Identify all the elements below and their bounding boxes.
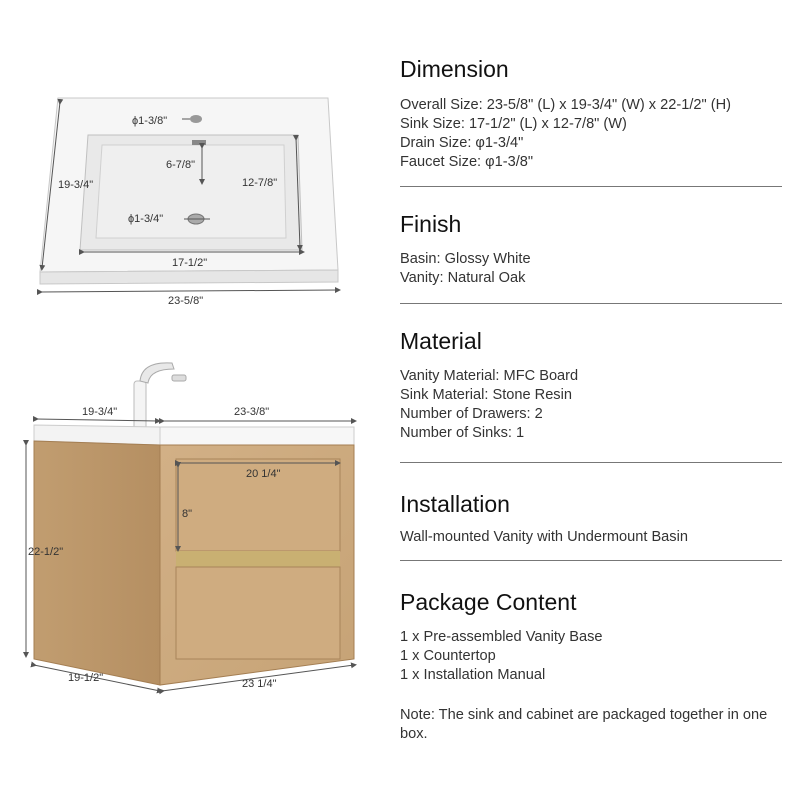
section-divider: [400, 303, 782, 304]
section-divider: [400, 462, 782, 463]
dimension-line: Faucet Size: φ1-3/8": [400, 154, 534, 170]
drain-label: ϕ1-3/4": [128, 213, 164, 225]
package-title: Package Content: [400, 589, 577, 615]
sink-top-diagram: [20, 80, 360, 400]
cabinet-side: [34, 441, 160, 685]
countertop-front-edge: [40, 270, 338, 284]
drawer-width-label: 20 1/4": [246, 468, 281, 480]
dimension-line: Drain Size: φ1-3/4": [400, 135, 524, 151]
bottom-width-label: 23 1/4": [242, 678, 277, 690]
cabinet-diagram: [10, 355, 390, 695]
top-width-label: 23-3/8": [234, 406, 270, 418]
material-title: Material: [400, 328, 482, 354]
section-divider: [400, 560, 782, 561]
finish-line: Vanity: Natural Oak: [400, 270, 526, 286]
top-depth-label: 19-3/4": [82, 406, 118, 418]
dimension-title: Dimension: [400, 56, 509, 82]
basin-width-label: 12-7/8": [242, 177, 278, 189]
basin-depth-label: 6-7/8": [166, 159, 195, 171]
height-label: 22-1/2": [28, 546, 64, 558]
lower-drawer: [176, 567, 340, 659]
package-line: 1 x Installation Manual: [400, 667, 546, 683]
material-line: Number of Sinks: 1: [400, 425, 525, 441]
section-divider: [400, 186, 782, 187]
material-line: Number of Drawers: 2: [400, 406, 543, 422]
faucet-hole: [190, 115, 202, 123]
material-line: Vanity Material: MFC Board: [400, 368, 579, 384]
package-note: Note: The sink and cabinet are packaged together in one box.: [400, 707, 768, 742]
finish-title: Finish: [400, 211, 462, 237]
countertop-front: [160, 427, 354, 445]
installation-title: Installation: [400, 491, 510, 517]
basin-length-label: 17-1/2": [172, 257, 208, 269]
material-line: Sink Material: Stone Resin: [400, 387, 572, 403]
overflow-slot: [192, 140, 206, 145]
package-line: 1 x Countertop: [400, 648, 496, 664]
dimension-line: Overall Size: 23-5/8" (L) x 19-3/4" (W) x 22-1/2" (H): [400, 97, 732, 113]
overall-length-label: 23-5/8": [168, 295, 204, 307]
depth-label: 19-3/4": [58, 179, 94, 191]
bottom-depth-label: 19-1/2": [68, 672, 104, 684]
finish-line: Basin: Glossy White: [400, 251, 531, 267]
installation-line: Wall-mounted Vanity with Undermount Basin: [400, 529, 688, 545]
package-line: 1 x Pre-assembled Vanity Base: [400, 629, 603, 645]
drawer-height-label: 8": [182, 508, 193, 520]
dimension-line: Sink Size: 17-1/2" (L) x 12-7/8" (W): [400, 116, 627, 132]
drawer-gap-light: [176, 551, 340, 567]
faucet-hole-label: ϕ1-3/8": [132, 115, 168, 127]
